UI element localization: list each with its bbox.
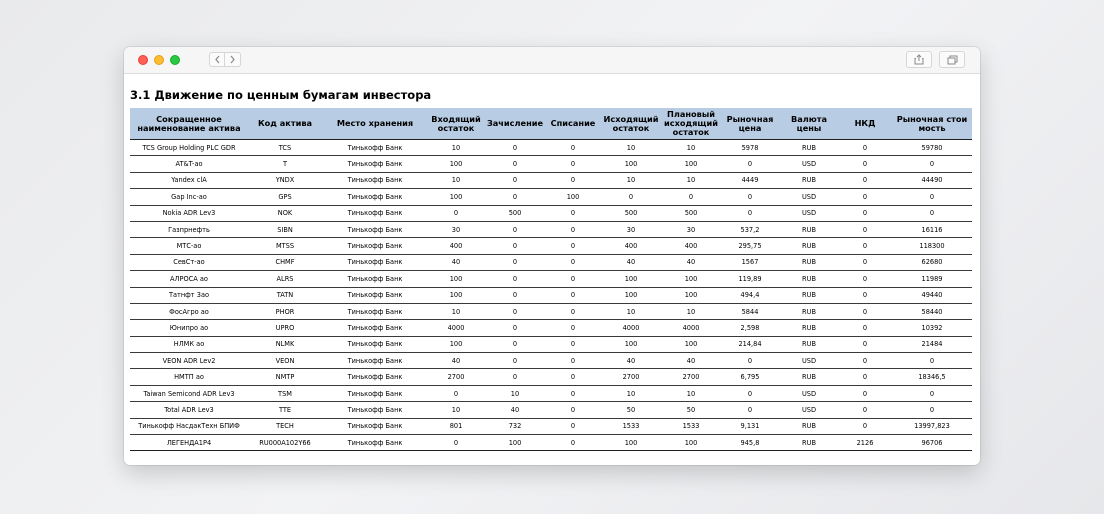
table-cell: 0 (838, 353, 892, 369)
table-cell: PHOR (248, 303, 322, 319)
table-cell: USD (780, 353, 838, 369)
table-cell: 0 (546, 221, 600, 237)
table-cell: 0 (546, 271, 600, 287)
table-cell: 1533 (662, 418, 720, 434)
table-row (130, 271, 972, 287)
table-cell: 0 (720, 402, 780, 418)
table-cell: 44490 (892, 172, 972, 188)
table-cell: VEON ADR Lev2 (130, 353, 248, 369)
table-cell: 1567 (720, 254, 780, 270)
table-cell: 10 (662, 140, 720, 156)
table-cell: 2,598 (720, 320, 780, 336)
table-cell: 0 (484, 303, 546, 319)
table-cell: 100 (600, 287, 662, 303)
table-cell: 0 (428, 435, 484, 451)
table-row (130, 172, 972, 188)
table-cell: 500 (484, 205, 546, 221)
table-cell: 10 (662, 172, 720, 188)
table-cell: 100 (600, 271, 662, 287)
column-header: Сокращенное наименование актива (130, 108, 248, 140)
table-cell: 11989 (892, 271, 972, 287)
table-row (130, 287, 972, 303)
table-cell: 0 (428, 385, 484, 401)
table-cell: СевСт-ао (130, 254, 248, 270)
table-cell: Тинькофф Банк (322, 189, 428, 205)
table-row (130, 238, 972, 254)
table-cell: 10 (428, 402, 484, 418)
table-cell: 100 (484, 435, 546, 451)
table-cell: 0 (546, 385, 600, 401)
table-cell: 4000 (428, 320, 484, 336)
table-cell: 10 (662, 303, 720, 319)
table-row (130, 353, 972, 369)
table-cell: USD (780, 189, 838, 205)
table-cell: TCS (248, 140, 322, 156)
table-row (130, 254, 972, 270)
table-row (130, 336, 972, 352)
table-cell: 0 (546, 369, 600, 385)
table-row (130, 369, 972, 385)
table-cell: Тинькофф Банк (322, 435, 428, 451)
table-cell: Тинькофф Банк (322, 172, 428, 188)
table-cell: NLMK (248, 336, 322, 352)
table-cell: 0 (892, 189, 972, 205)
table-cell: 62680 (892, 254, 972, 270)
table-cell: 400 (600, 238, 662, 254)
table-cell: 30 (600, 221, 662, 237)
table-cell: 0 (484, 336, 546, 352)
table-cell: 0 (892, 353, 972, 369)
table-cell: RUB (780, 238, 838, 254)
table-cell: 100 (428, 336, 484, 352)
table-cell: 10 (600, 303, 662, 319)
table-cell: 100 (662, 271, 720, 287)
table-cell: 494,4 (720, 287, 780, 303)
table-row (130, 303, 972, 319)
table-cell: 5978 (720, 140, 780, 156)
table-cell: RUB (780, 418, 838, 434)
table-cell: TCS Group Holding PLC GDR (130, 140, 248, 156)
table-cell: TATN (248, 287, 322, 303)
table-cell: RUB (780, 140, 838, 156)
table-cell: 10 (428, 140, 484, 156)
column-header: НКД (838, 108, 892, 140)
minimize-window-button[interactable] (154, 55, 164, 65)
table-cell: 100 (428, 271, 484, 287)
table-cell: 5844 (720, 303, 780, 319)
table-cell: 21484 (892, 336, 972, 352)
table-cell: 100 (600, 156, 662, 172)
table-cell: МТС-ао (130, 238, 248, 254)
table-cell: 400 (662, 238, 720, 254)
chevron-right-icon (229, 55, 236, 64)
table-cell: 100 (428, 287, 484, 303)
table-cell: 0 (720, 205, 780, 221)
table-body (130, 140, 972, 451)
table-cell: 0 (428, 205, 484, 221)
table-cell: ALRS (248, 271, 322, 287)
chevron-left-icon (214, 55, 221, 64)
table-cell: RUB (780, 320, 838, 336)
table-cell: 0 (546, 287, 600, 303)
table-cell: 214,84 (720, 336, 780, 352)
table-cell: ЛЕГЕНДА1Р4 (130, 435, 248, 451)
table-cell: 4449 (720, 172, 780, 188)
table-cell: 0 (720, 189, 780, 205)
table-cell: 0 (484, 369, 546, 385)
forward-button[interactable] (225, 52, 241, 67)
table-cell: Nokia ADR Lev3 (130, 205, 248, 221)
table-cell: 732 (484, 418, 546, 434)
table-cell: 30 (662, 221, 720, 237)
table-cell: 0 (484, 221, 546, 237)
table-cell: 400 (428, 238, 484, 254)
table-cell: 0 (892, 205, 972, 221)
table-cell: 40 (600, 254, 662, 270)
table-cell: 40 (600, 353, 662, 369)
table-cell: 100 (662, 435, 720, 451)
table-cell: RUB (780, 369, 838, 385)
table-cell: 30 (428, 221, 484, 237)
table-cell: RUB (780, 254, 838, 270)
table-cell: 100 (428, 156, 484, 172)
table-cell: 0 (546, 140, 600, 156)
table-cell: RUB (780, 172, 838, 188)
table-cell: 10 (428, 172, 484, 188)
table-cell: 100 (600, 435, 662, 451)
table-cell: Тинькофф Банк (322, 140, 428, 156)
table-cell: Taiwan Semicond ADR Lev3 (130, 385, 248, 401)
table-cell: 0 (892, 402, 972, 418)
table-cell: NMTP (248, 369, 322, 385)
table-cell: 10 (600, 385, 662, 401)
table-cell: 10 (428, 303, 484, 319)
table-cell: 16116 (892, 221, 972, 237)
table-row (130, 385, 972, 401)
table-cell: 0 (838, 238, 892, 254)
table-cell: UPRO (248, 320, 322, 336)
table-cell: 0 (546, 353, 600, 369)
table-cell: 0 (546, 172, 600, 188)
table-cell: 0 (546, 435, 600, 451)
table-cell: Газпрнефть (130, 221, 248, 237)
table-cell: Тинькофф Банк (322, 369, 428, 385)
table-cell: 40 (428, 254, 484, 270)
table-cell: 0 (838, 287, 892, 303)
table-cell: Тинькофф Банк (322, 385, 428, 401)
table-cell: 0 (838, 418, 892, 434)
table-cell: 0 (600, 189, 662, 205)
table-cell: ФосАгро ао (130, 303, 248, 319)
table-cell: 10 (662, 385, 720, 401)
table-cell: 0 (838, 271, 892, 287)
table-cell: Тинькофф Банк (322, 320, 428, 336)
table-row (130, 140, 972, 156)
table-cell: 0 (838, 140, 892, 156)
table-cell: 18346,5 (892, 369, 972, 385)
table-cell: 2700 (600, 369, 662, 385)
table-cell: 0 (662, 189, 720, 205)
table-cell: 50 (600, 402, 662, 418)
table-cell: RUB (780, 435, 838, 451)
zoom-window-button[interactable] (170, 55, 180, 65)
page-content (124, 74, 980, 451)
table-cell: 945,8 (720, 435, 780, 451)
column-header: Списание (546, 108, 600, 140)
table-cell: 0 (546, 303, 600, 319)
table-cell: 0 (838, 254, 892, 270)
table-cell: 0 (546, 320, 600, 336)
table-cell: 100 (600, 336, 662, 352)
table-cell: 40 (662, 353, 720, 369)
table-cell: 0 (546, 336, 600, 352)
table-cell: 49440 (892, 287, 972, 303)
table-cell: RU000A102Y66 (248, 435, 322, 451)
table-cell: 13997,823 (892, 418, 972, 434)
table-cell: 4000 (662, 320, 720, 336)
table-cell: 100 (428, 189, 484, 205)
table-cell: 0 (838, 156, 892, 172)
table-cell: 9,131 (720, 418, 780, 434)
table-cell: Татнфт 3ао (130, 287, 248, 303)
table-cell: USD (780, 385, 838, 401)
table-cell: Тинькофф Банк (322, 287, 428, 303)
table-cell: 4000 (600, 320, 662, 336)
table-cell: RUB (780, 303, 838, 319)
table-cell: TTE (248, 402, 322, 418)
table-cell: 0 (484, 189, 546, 205)
table-cell: 100 (662, 156, 720, 172)
table-cell: 0 (484, 172, 546, 188)
table-header-row (130, 108, 972, 140)
close-window-button[interactable] (138, 55, 148, 65)
table-cell: Юнипро ао (130, 320, 248, 336)
share-icon (914, 54, 924, 65)
column-header: Место хранения (322, 108, 428, 140)
table-cell: GPS (248, 189, 322, 205)
table-cell: 50 (662, 402, 720, 418)
table-cell: USD (780, 402, 838, 418)
table-cell: 500 (600, 205, 662, 221)
table-cell: Тинькофф Банк (322, 402, 428, 418)
table-cell: 0 (892, 385, 972, 401)
table-cell: 0 (838, 172, 892, 188)
table-cell: 0 (838, 189, 892, 205)
table-cell: 2700 (662, 369, 720, 385)
table-cell: 0 (546, 254, 600, 270)
table-cell: Тинькофф Банк (322, 336, 428, 352)
table-cell: 118300 (892, 238, 972, 254)
table-cell: Тинькофф Банк (322, 303, 428, 319)
table-cell: TSM (248, 385, 322, 401)
table-cell: RUB (780, 336, 838, 352)
table-cell: 0 (892, 156, 972, 172)
table-cell: Тинькофф Банк (322, 205, 428, 221)
table-row (130, 189, 972, 205)
column-header: Входящий остаток (428, 108, 484, 140)
table-cell: 0 (484, 238, 546, 254)
table-row (130, 205, 972, 221)
table-row (130, 418, 972, 434)
table-cell: USD (780, 205, 838, 221)
back-button[interactable] (209, 52, 225, 67)
table-cell: Тинькофф Банк (322, 221, 428, 237)
title-bar (124, 47, 980, 74)
table-cell: 1533 (600, 418, 662, 434)
table-cell: 295,75 (720, 238, 780, 254)
table-cell: 40 (662, 254, 720, 270)
table-cell: 0 (484, 320, 546, 336)
table-cell: Тинькофф Банк (322, 271, 428, 287)
table-cell: 100 (662, 336, 720, 352)
table-cell: АЛРОСА ао (130, 271, 248, 287)
table-cell: 0 (838, 336, 892, 352)
table-cell: 0 (484, 287, 546, 303)
table-row (130, 320, 972, 336)
table-cell: 0 (838, 369, 892, 385)
table-cell: 40 (484, 402, 546, 418)
table-row (130, 402, 972, 418)
tabs-button[interactable] (939, 51, 965, 68)
table-cell: MTSS (248, 238, 322, 254)
table-cell: 0 (546, 238, 600, 254)
table-cell: 0 (484, 271, 546, 287)
table-cell: 0 (838, 402, 892, 418)
table-cell: 0 (546, 205, 600, 221)
column-header: Рыночная цена (720, 108, 780, 140)
column-header: Исходящий остаток (600, 108, 662, 140)
table-cell: 2700 (428, 369, 484, 385)
table-cell: 0 (838, 320, 892, 336)
table-cell: 0 (546, 402, 600, 418)
table-cell: 10392 (892, 320, 972, 336)
table-cell: НМТП ао (130, 369, 248, 385)
column-header: Зачисление (484, 108, 546, 140)
table-cell: 0 (484, 254, 546, 270)
table-cell: 0 (838, 205, 892, 221)
table-cell: 0 (484, 156, 546, 172)
column-header: Код актива (248, 108, 322, 140)
table-cell: RUB (780, 271, 838, 287)
table-cell: AT&T-ао (130, 156, 248, 172)
table-cell: 0 (720, 385, 780, 401)
column-header: Валюта цены (780, 108, 838, 140)
table-cell: CHMF (248, 254, 322, 270)
browser-window (124, 47, 980, 465)
table-cell: Тинькофф Банк (322, 353, 428, 369)
table-cell: 96706 (892, 435, 972, 451)
table-cell: Тинькофф Банк (322, 254, 428, 270)
table-cell: 119,89 (720, 271, 780, 287)
table-cell: НЛМК ао (130, 336, 248, 352)
table-cell: 10 (600, 140, 662, 156)
table-cell: 100 (662, 287, 720, 303)
tabs-icon (947, 55, 958, 65)
table-cell: Тинькофф Банк (322, 418, 428, 434)
table-cell: NOK (248, 205, 322, 221)
column-header: Рыночная стои мость (892, 108, 972, 140)
table-cell: 0 (838, 221, 892, 237)
table-cell: T (248, 156, 322, 172)
table-cell: Тинькофф НасдакТехн БПИФ (130, 418, 248, 434)
table-cell: VEON (248, 353, 322, 369)
table-cell: 500 (662, 205, 720, 221)
table-cell: 10 (484, 385, 546, 401)
table-cell: 0 (484, 140, 546, 156)
table-cell: 0 (484, 353, 546, 369)
table-cell: Тинькофф Банк (322, 156, 428, 172)
table-cell: 0 (720, 353, 780, 369)
table-cell: Total ADR Lev3 (130, 402, 248, 418)
table-cell: Gap Inc-ао (130, 189, 248, 205)
table-cell: 0 (546, 156, 600, 172)
table-cell: 100 (546, 189, 600, 205)
table-cell: USD (780, 156, 838, 172)
table-cell: 40 (428, 353, 484, 369)
table-cell: 10 (600, 172, 662, 188)
table-cell: 59780 (892, 140, 972, 156)
table-cell: Yandex clA (130, 172, 248, 188)
table-cell: 537,2 (720, 221, 780, 237)
table-cell: 0 (838, 385, 892, 401)
table-cell: 58440 (892, 303, 972, 319)
table-cell: RUB (780, 287, 838, 303)
table-cell: RUB (780, 221, 838, 237)
table-cell: 6,795 (720, 369, 780, 385)
share-button[interactable] (906, 51, 932, 68)
table-cell: SIBN (248, 221, 322, 237)
page-title: 3.1 Движение по ценным бумагам инвестора (130, 88, 432, 102)
table-cell: 801 (428, 418, 484, 434)
table-cell: YNDX (248, 172, 322, 188)
table-row (130, 435, 972, 451)
table-cell: 2126 (838, 435, 892, 451)
table-cell: Тинькофф Банк (322, 238, 428, 254)
table-cell: 0 (546, 418, 600, 434)
column-header: Плановый исходящий остаток (662, 108, 720, 140)
table-cell: TECH (248, 418, 322, 434)
table-cell: 0 (720, 156, 780, 172)
table-cell: 0 (838, 303, 892, 319)
table-row (130, 221, 972, 237)
table-row (130, 156, 972, 172)
securities-table (130, 108, 972, 451)
